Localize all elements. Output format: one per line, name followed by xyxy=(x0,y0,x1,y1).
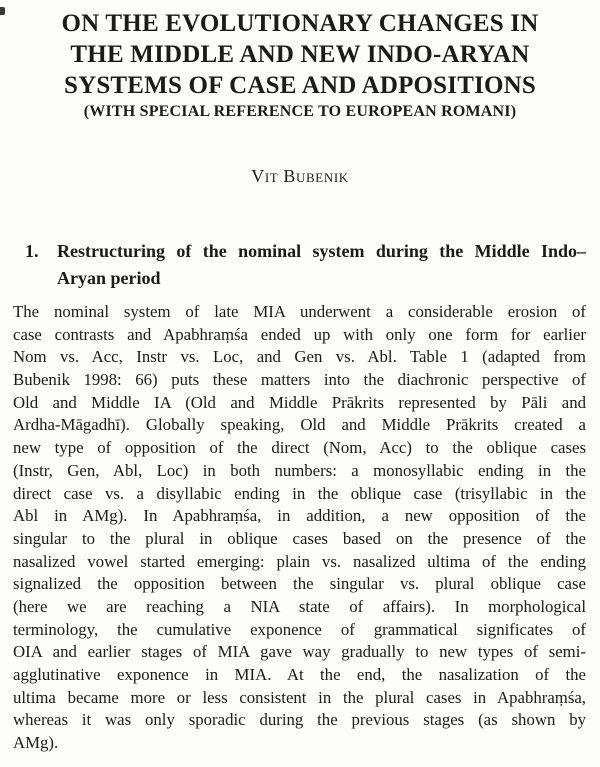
section-heading-line2: Aryan period xyxy=(57,268,161,288)
paragraph-line-15: terminology, the cumulative exponence of grammatical significates of xyxy=(13,619,586,639)
author-name: Vit Bubenik xyxy=(251,166,349,186)
paragraph-line-2: case contrasts and Apabhraṃśa ended up with only one form for earlier xyxy=(13,324,586,344)
paragraph-line-12: nasalized vowel started emerging: plain vs. nasalized ultima of the ending xyxy=(13,551,586,571)
paragraph-line-4: Bubenik 1998: 66) puts these matters into the diachronic perspective of xyxy=(13,370,586,390)
section-heading-text xyxy=(57,238,586,292)
paragraph-line-17: agglutinative exponence in MIA. At the end, the nasalization of the xyxy=(13,665,586,684)
paper-title-line1: ON THE EVOLUTIONARY CHANGES IN xyxy=(61,10,539,37)
paper-title xyxy=(0,8,600,101)
paragraph-line-8: (Instr, Gen, Abl, Loc) in both numbers: a monosyllabic ending in the xyxy=(13,460,586,480)
paragraph-line-20: AMg). xyxy=(13,733,59,753)
paragraph-line-11: singular to the plural in oblique cases based on the presence of the xyxy=(13,528,586,548)
paragraph-line-5: Old and Middle IA (Old and Middle Prākrits represented by Pāli and xyxy=(13,392,586,412)
section-heading xyxy=(14,238,586,292)
paper-title-line2: THE MIDDLE AND NEW INDO-ARYAN xyxy=(70,41,530,68)
paragraph-line-7: new type of opposition of the direct (Nom, Acc) to the oblique cases xyxy=(13,438,586,458)
paragraph-line-16: OIA and earlier stages of MIA gave way gradually to new types of semi- xyxy=(13,642,586,662)
paragraph-line-1: The nominal system of late MIA underwent a considerable erosion of xyxy=(13,302,586,321)
paragraph-line-14: (here we are reaching a NIA state of affairs). In morphological xyxy=(13,596,586,616)
section-heading-line1: Restructuring of the nominal system during the Middle Indo– xyxy=(57,241,586,261)
paragraph-line-6: Ardha-Māgadhī). Globally speaking, Old and Middle Prākrits created a xyxy=(13,415,586,435)
paper-title-line3: SYSTEMS OF CASE AND ADPOSITIONS xyxy=(63,72,537,99)
paper-subtitle: (WITH SPECIAL REFERENCE TO EUROPEAN ROMANI) xyxy=(83,103,517,120)
section-number: 1. xyxy=(25,241,39,261)
paragraph-line-18: ultima became more or less consistent in the plural cases in Apabhraṃśa, xyxy=(13,687,586,707)
paragraph-line-3: Nom vs. Acc, Instr vs. Loc, and Gen vs. Abl. Table 1 (adapted from xyxy=(13,347,586,367)
paragraph-line-19: whereas it was only sporadic during the previous stages (as shown by xyxy=(13,710,586,730)
paragraph-line-9: direct case vs. a disyllabic ending in the oblique case (trisyllabic in the xyxy=(13,483,586,503)
paragraph-line-13: signalized the opposition between the singular vs. plural oblique case xyxy=(13,574,586,594)
paragraph-line-10: Abl in AMg). In Apabhraṃśa, in addition, a new opposition of the xyxy=(13,506,586,526)
body-paragraph xyxy=(13,301,586,755)
